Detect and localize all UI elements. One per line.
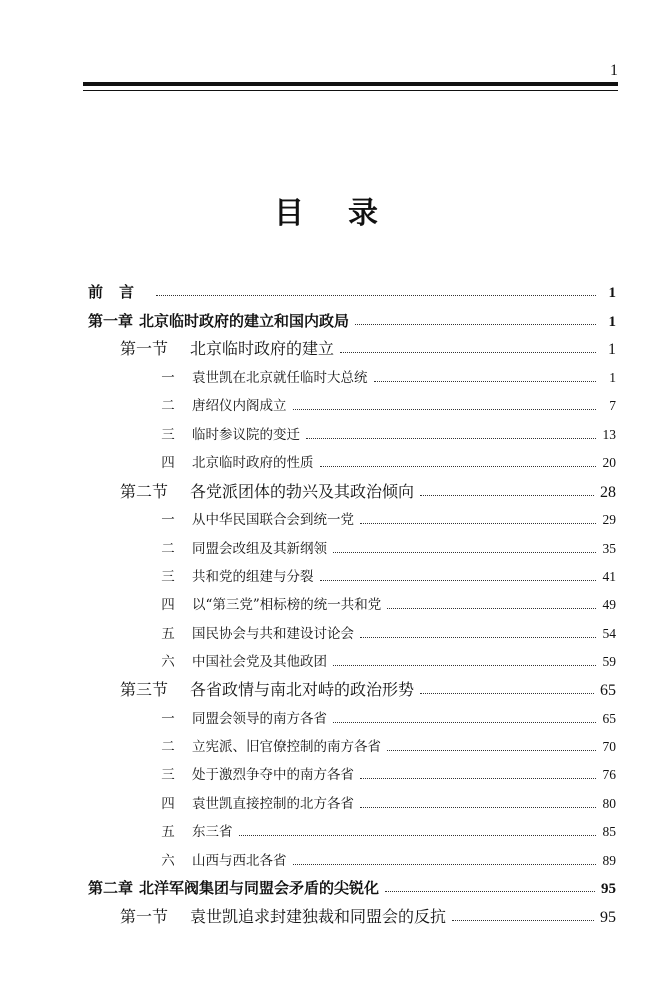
toc-entry [160, 539, 616, 559]
toc-entry-title: 同盟会改组及其新纲领 [192, 541, 327, 557]
toc-entry-title: 共和党的组建与分裂 [192, 569, 314, 585]
toc-entry-page: 1 [609, 370, 616, 385]
toc-entry-label: 二 [161, 398, 175, 414]
toc-entry-title: 中国社会党及其他政团 [192, 654, 327, 670]
dot-leader [360, 778, 596, 779]
toc-entry-title: 以“第三党”相标榜的统一共和党 [192, 597, 382, 613]
toc-entry-title: 北京临时政府的性质 [192, 455, 314, 471]
toc-entry-page: 95 [601, 881, 616, 897]
dot-leader [340, 352, 596, 353]
page-number: 1 [610, 62, 618, 79]
dot-leader [320, 466, 597, 467]
toc-entry [160, 851, 616, 871]
toc-entry-title: 国民协会与共和建设讨论会 [192, 626, 354, 642]
toc-entry-title: 同盟会领导的南方各省 [192, 711, 327, 727]
toc-entry-page: 29 [602, 512, 616, 527]
toc-entry-page: 1 [608, 314, 616, 330]
toc-entry-label: 三 [161, 569, 175, 585]
toc-entry [120, 482, 616, 503]
toc-entry-title: 临时参议院的变迁 [192, 427, 300, 443]
dot-leader [387, 750, 596, 751]
toc-entry-title: 各省政情与南北对峙的政治形势 [190, 680, 415, 699]
toc-entry [160, 368, 616, 388]
toc-entry-label: 第三节 [120, 680, 169, 699]
toc-entry [160, 709, 616, 729]
toc-entry-page: 59 [602, 654, 616, 669]
toc-entry [160, 396, 616, 416]
toc-entry-title: 唐绍仪内阁成立 [192, 398, 287, 414]
dot-leader [374, 381, 597, 382]
toc-entry-title: 东三省 [192, 824, 233, 840]
toc-entry [120, 907, 616, 928]
dot-leader [333, 552, 596, 553]
toc-entry-page: 49 [602, 597, 616, 612]
toc-entry-page: 54 [602, 626, 616, 641]
header-rule-thick [83, 82, 618, 86]
dot-leader [452, 920, 594, 921]
toc-entry [160, 737, 616, 757]
toc-entry-title: 山西与西北各省 [192, 853, 287, 869]
toc-entry [160, 794, 616, 814]
toc-entry-label: 五 [161, 824, 175, 840]
dot-leader [385, 891, 595, 892]
dot-leader [360, 637, 596, 638]
toc-entry-label: 五 [161, 626, 175, 642]
dot-leader [360, 807, 596, 808]
dot-leader [360, 523, 596, 524]
toc-entry-page: 13 [602, 427, 616, 442]
toc-entry-title: 北京临时政府的建立 [190, 339, 335, 358]
toc-entry-title: 袁世凯追求封建独裁和同盟会的反抗 [190, 907, 447, 926]
toc-entry [88, 311, 616, 332]
toc-entry-label: 第一节 [120, 339, 169, 358]
toc-entry [160, 567, 616, 587]
header-rule-thin [83, 90, 618, 91]
dot-leader [420, 693, 594, 694]
toc-entry-title: 北洋军阀集团与同盟会矛盾的尖锐化 [139, 879, 380, 897]
toc-entry-page: 65 [602, 711, 616, 726]
toc-entry [160, 765, 616, 785]
toc-entry-label: 三 [161, 427, 175, 443]
toc-entry-page: 7 [609, 398, 616, 413]
toc-entry-label: 六 [161, 853, 175, 869]
dot-leader [293, 864, 597, 865]
toc-entry-page: 1 [608, 341, 616, 358]
toc-entry-label: 前言 [88, 283, 151, 301]
toc-entry-label: 六 [161, 654, 175, 670]
toc-entry-label: 二 [161, 541, 175, 557]
toc-entry-title: 北京临时政府的建立和国内政局 [139, 312, 350, 330]
toc-entry [160, 624, 616, 644]
toc-entry-label: 四 [161, 455, 175, 471]
toc-entry-title: 袁世凯在北京就任临时大总统 [192, 370, 368, 386]
toc-entry-label: 四 [161, 796, 175, 812]
dot-leader [333, 722, 596, 723]
dot-leader [306, 438, 596, 439]
toc-entry-title: 从中华民国联合会到统一党 [192, 512, 354, 528]
toc-entry-page: 70 [602, 739, 616, 754]
toc-entry-page: 89 [602, 853, 616, 868]
toc-entry-page: 41 [602, 569, 616, 584]
toc-entry-page: 80 [602, 796, 616, 811]
toc-entry-page: 28 [600, 484, 616, 501]
toc-entry-page: 35 [602, 541, 616, 556]
toc-entry-label: 第二节 [120, 482, 169, 501]
toc-entry-label: 第二章 [88, 879, 134, 897]
dot-leader [420, 495, 594, 496]
toc-entry-label: 三 [161, 767, 175, 783]
dot-leader [293, 409, 597, 410]
toc-entry-title: 处于激烈争夺中的南方各省 [192, 767, 354, 783]
dot-leader [320, 580, 597, 581]
toc-entry [88, 878, 616, 899]
toc-entry-label: 二 [161, 739, 175, 755]
dot-leader [156, 295, 596, 296]
toc-entry [160, 822, 616, 842]
toc-entry [160, 453, 616, 473]
toc-entry [160, 595, 616, 615]
toc-entry [160, 425, 616, 445]
toc-entry-label: 四 [161, 597, 175, 613]
dot-leader [387, 608, 596, 609]
toc-entry-page: 20 [602, 455, 616, 470]
toc-entry-title: 袁世凯直接控制的北方各省 [192, 796, 354, 812]
toc-entry-label: 第一章 [88, 312, 134, 330]
toc-entry [160, 510, 616, 530]
dot-leader [333, 665, 596, 666]
toc-entry-title: 立宪派、旧官僚控制的南方各省 [192, 739, 381, 755]
toc-entry-page: 95 [600, 909, 616, 926]
toc-entry [120, 339, 616, 360]
toc-entry-label: 一 [161, 711, 175, 727]
toc-entry [88, 282, 616, 303]
dot-leader [239, 835, 597, 836]
toc-entry-page: 1 [608, 285, 616, 301]
toc-entry-label: 一 [161, 512, 175, 528]
toc-entry [120, 680, 616, 701]
toc-entry-page: 85 [602, 824, 616, 839]
toc-entry-label: 一 [161, 370, 175, 386]
dot-leader [355, 324, 596, 325]
toc-title: 目录 [274, 196, 422, 231]
toc-entry-page: 65 [600, 682, 616, 699]
toc-entry-title: 各党派团体的勃兴及其政治倾向 [190, 482, 415, 501]
toc-entry-label: 第一节 [120, 907, 169, 926]
toc-entry-page: 76 [602, 767, 616, 782]
toc-entry [160, 652, 616, 672]
